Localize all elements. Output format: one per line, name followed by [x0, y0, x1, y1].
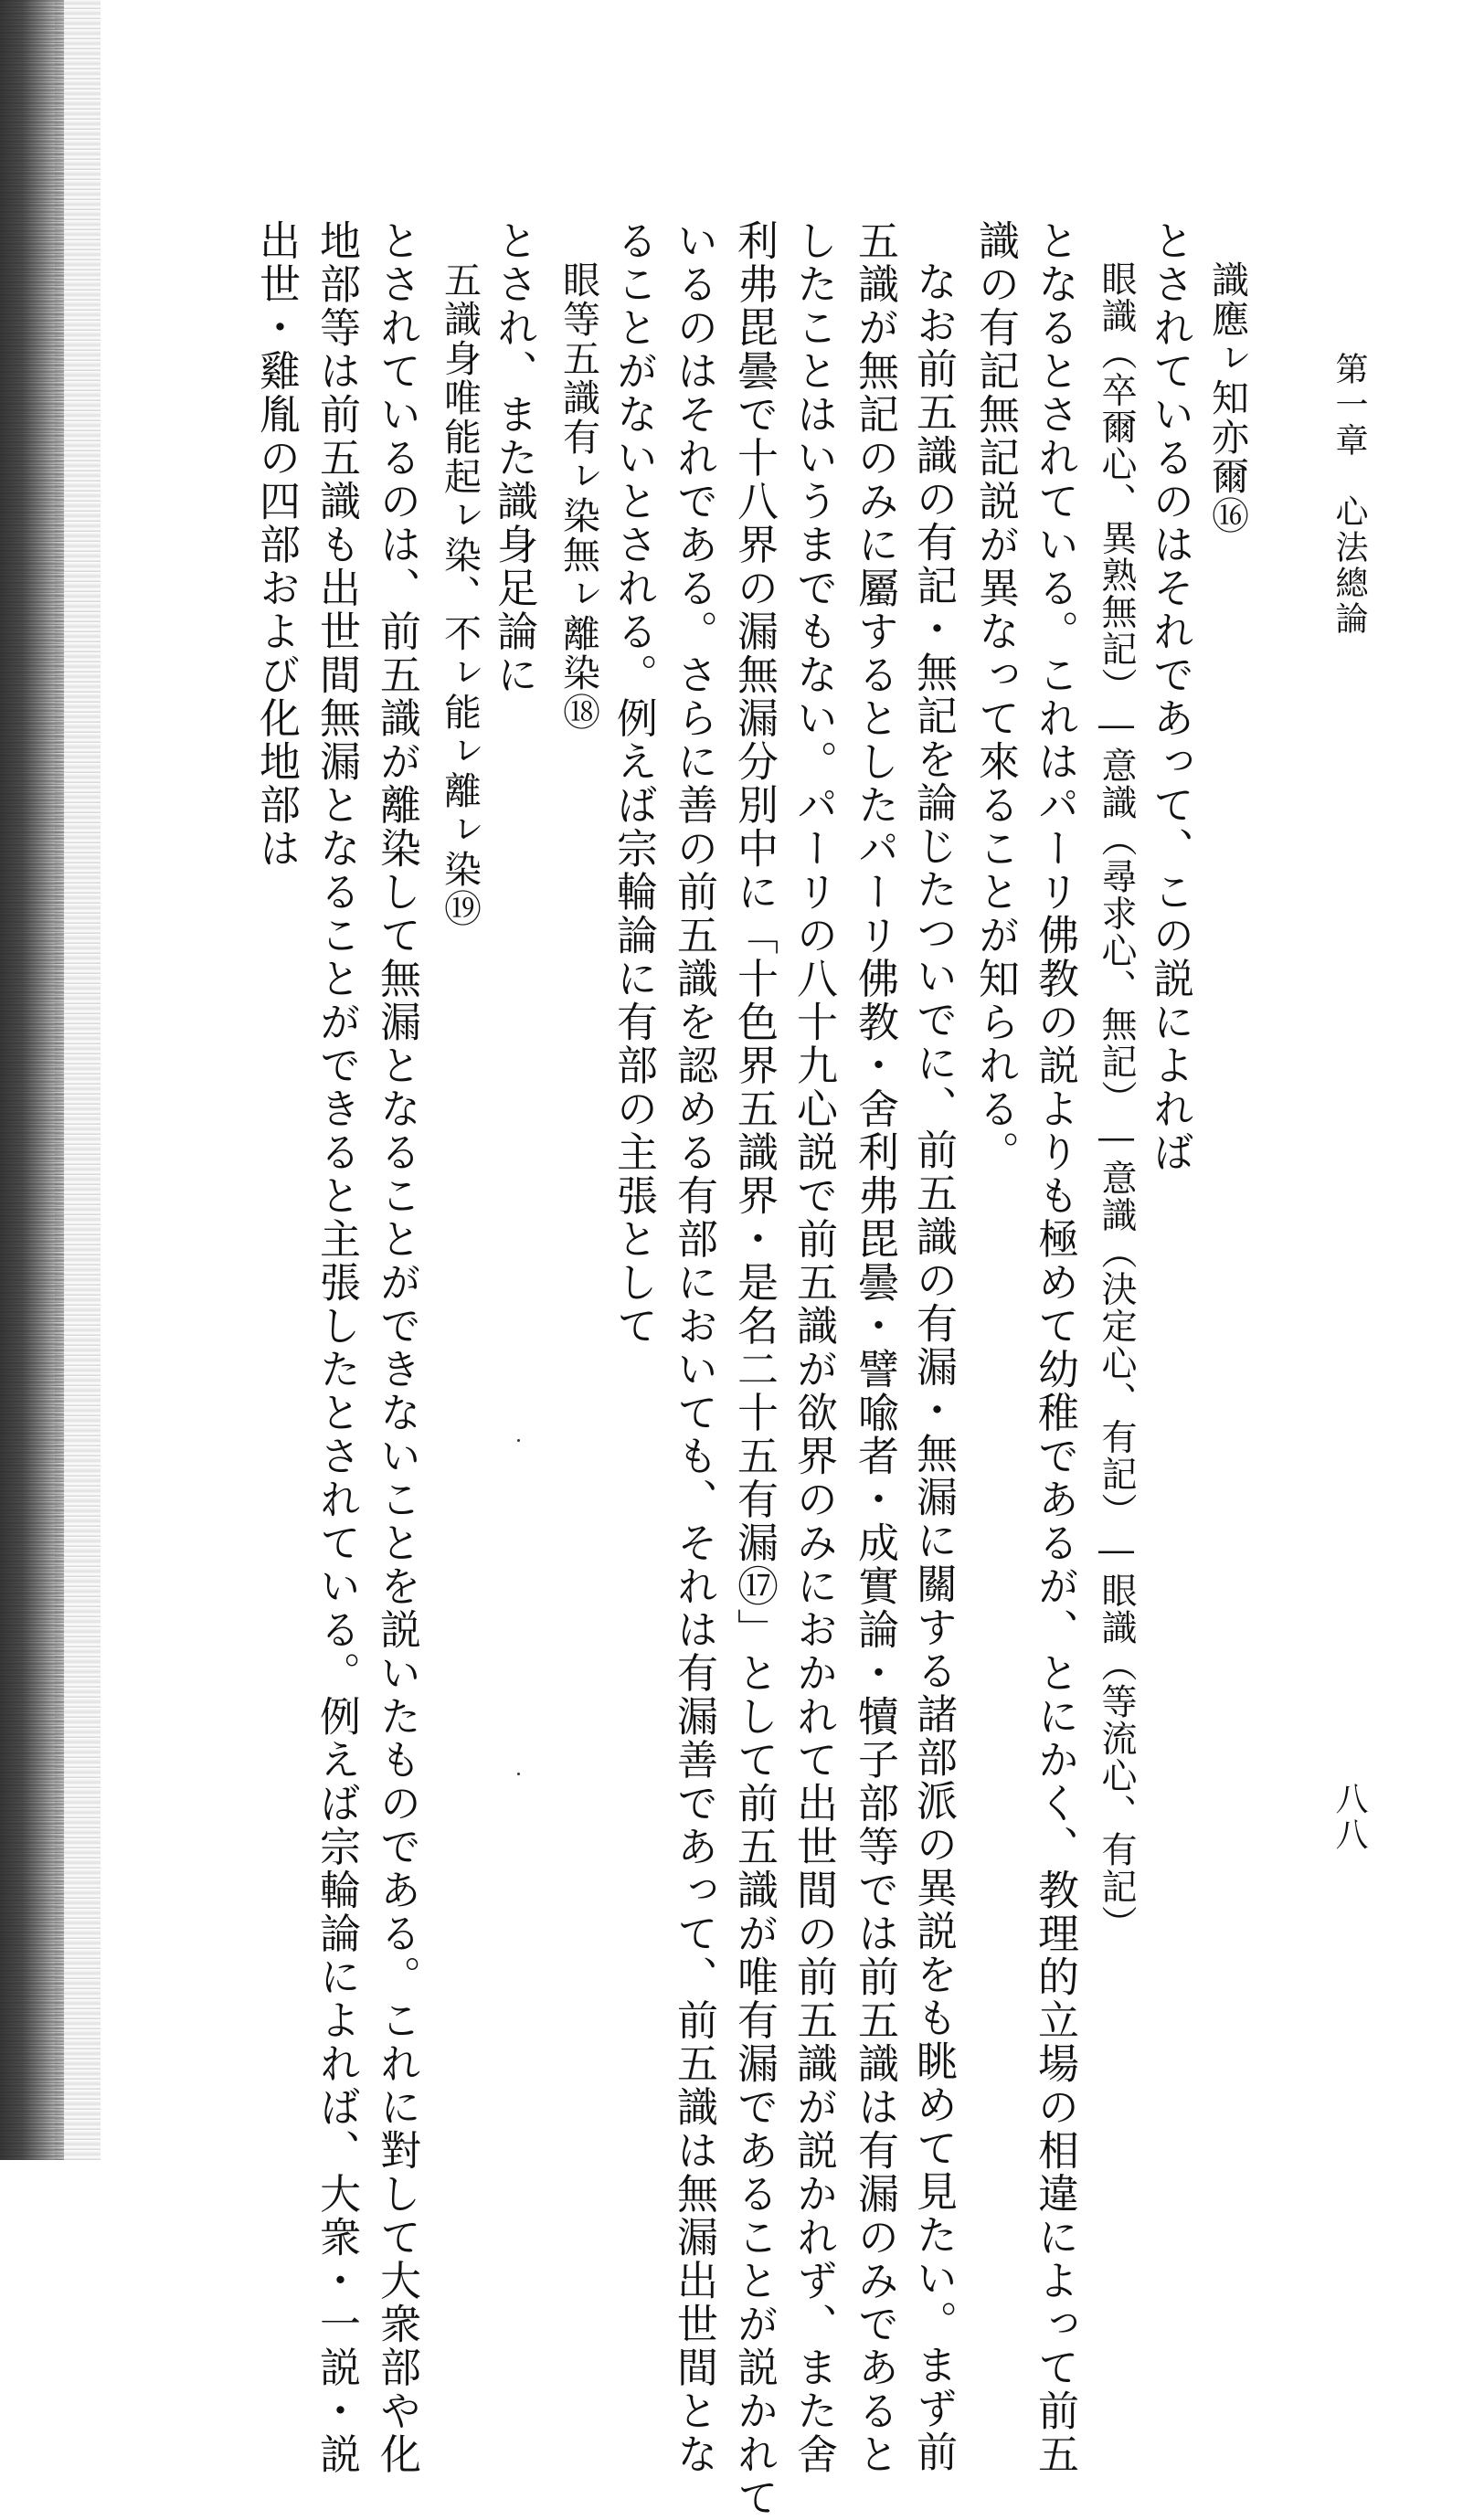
text-column: いるのはそれである。さらに善の前五識を認める有部においても、それは有漏善であって、前五識は無漏出世間とな — [670, 219, 718, 2476]
text-column: 利弗毘曇で十八界の漏無漏分別中に「十色界五識界・是名二十五有漏⑰」として前五識が唯有漏であることが説かれて — [730, 219, 779, 2520]
text-column: となるとされている。これはパーリ佛教の説よりも極めて幼稚であるが、とにかく、教理的立場の相違によって前五 — [1031, 219, 1079, 2476]
text-column: 識の有記無記説が異なって來ることが知られる。 — [971, 219, 1020, 1174]
text-column: 五識が無記のみに屬するとしたパーリ佛教・舍利弗毘曇・譬喩者・成實論・犢子部等では前五識は有漏のみであると — [851, 219, 899, 2476]
chapter-title: 第一章 心法總論 — [1330, 352, 1368, 637]
text-column: とされているのは、前五識が離染して無漏となることができないことを説いたものである。これに對して大衆部や化 — [373, 219, 421, 2476]
text-column: とされているのはそれであって、この説によれば — [1146, 219, 1194, 1174]
quote-column: 眼等五識有ㇾ染無ㇾ離染⑱ — [557, 260, 600, 732]
text-column: 出世・雞胤の四部および化地部は — [252, 219, 301, 871]
text-column: なお前五識の有記・無記を論じたついでに、前五識の有漏・無漏に關する諸部派の異説をも眺めて見たい。まず前 — [909, 260, 958, 2474]
text-column: したことはいうまでもない。パーリの八十九心説で前五識が欲界のみにおかれて出世間の前五識が説かれず、また舍 — [790, 219, 838, 2476]
scan-edge-texture — [55, 0, 101, 2160]
text-column: ることがないとされる。例えば宗輪論に有部の主張として — [610, 219, 658, 1348]
page-number: 八八 — [1330, 1782, 1368, 1853]
quote-column: 識應ㇾ知亦爾⑯ — [1205, 260, 1249, 535]
quote-column: 五識身唯能起ㇾ染、不ㇾ能ㇾ離ㇾ染⑲ — [438, 260, 482, 928]
scan-speck — [517, 1439, 520, 1442]
text-column: 地部等は前五識も出世間無漏となることができると主張したとされている。例えば宗輪論によれば、大衆・一説・説 — [313, 219, 361, 2476]
quote-column: 眼識（卒爾心、異熟無記）―意識（尋求心、無記）―意識（決定心、有記）―眼識（等流心、有記） — [1096, 260, 1137, 1943]
scan-speck — [517, 1773, 520, 1775]
text-column: とされ、また識身足論に — [490, 219, 538, 697]
